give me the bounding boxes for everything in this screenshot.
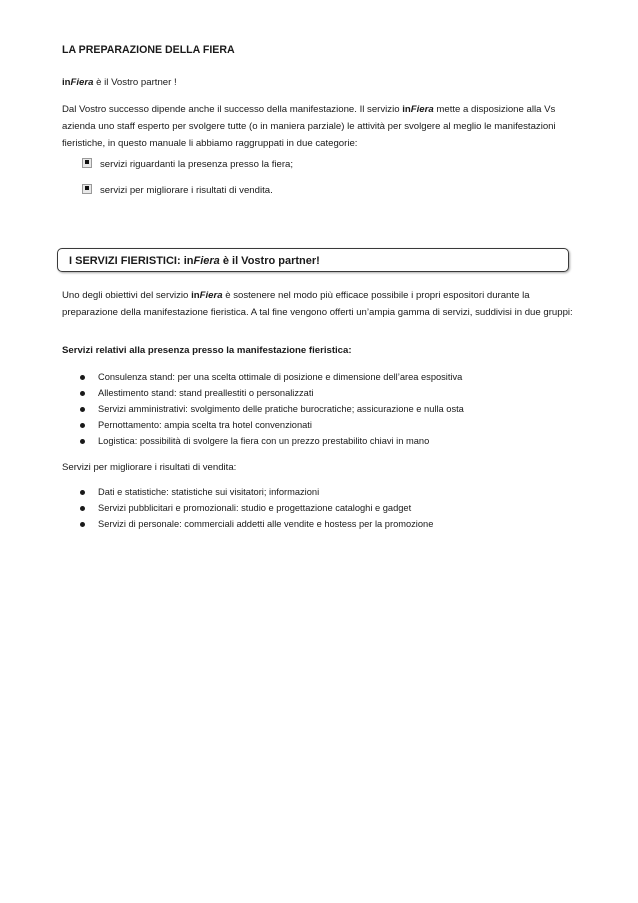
services-paragraph-part-1: Uno degli obiettivi del servizio <box>62 290 192 301</box>
section-heading-part-2: è il Vostro partner! <box>219 255 320 267</box>
checkbox-bullet-icon <box>82 184 92 194</box>
intro-paragraph <box>62 101 582 152</box>
list-item-label: Logistica: possibilità di svolgere la fiera con un prezzo prestabilito chiavi in mano <box>98 436 430 446</box>
brand-prefix: in <box>183 255 194 267</box>
brand-prefix: in <box>62 77 71 88</box>
bullet-icon <box>80 423 85 428</box>
intro-rest: è il Vostro partner ! <box>93 77 177 88</box>
services-paragraph-part-2: è sostenere nel modo più efficace possibile i propri espositori durante la preparazione della manifestazione fieristica. A tal fine vengono offerti un’ampia gamma di servizi, suddivisi in due gruppi: <box>62 290 573 318</box>
brand-suffix: Fiera <box>199 290 223 301</box>
bullet-icon <box>80 522 85 527</box>
list-item-label: Pernottamento: ampia scelta tra hotel convenzionati <box>98 420 312 430</box>
intro-line <box>62 76 177 89</box>
category-item <box>82 158 293 171</box>
category-item <box>82 184 273 197</box>
bullet-icon <box>80 506 85 511</box>
category-label: servizi per migliorare i risultati di vendita. <box>100 185 273 196</box>
list-item-label: Allestimento stand: stand preallestiti o personalizzati <box>98 388 314 398</box>
intro-paragraph-part-1: Dal Vostro successo dipende anche il successo della manifestazione. Il servizio <box>62 104 403 115</box>
brand-suffix: Fiera <box>193 255 220 267</box>
page-title: LA PREPARAZIONE DELLA FIERA <box>62 44 235 56</box>
bullet-icon <box>80 375 85 380</box>
group-2-title: Servizi per migliorare i risultati di vendita: <box>62 462 237 473</box>
list-item-label: Dati e statistiche: statistiche sui visitatori; informazioni <box>98 487 320 497</box>
bullet-icon <box>80 407 85 412</box>
brand-suffix: Fiera <box>410 104 434 115</box>
bullet-icon <box>80 439 85 444</box>
list-item-label: Servizi pubblicitari e promozionali: studio e progettazione cataloghi e gadget <box>98 503 412 513</box>
services-paragraph <box>62 287 582 321</box>
checkbox-bullet-icon <box>82 158 92 168</box>
list-item-label: Servizi di personale: commerciali addetti alle vendite e hostess per la promozione <box>98 519 434 529</box>
section-heading <box>69 255 320 267</box>
section-heading-part-1: I SERVIZI FIERISTICI: <box>69 255 184 267</box>
brand-prefix: in <box>402 104 411 115</box>
brand-suffix: Fiera <box>70 77 94 88</box>
brand-prefix: in <box>191 290 200 301</box>
bullet-icon <box>80 391 85 396</box>
group-1-title: Servizi relativi alla presenza presso la manifestazione fieristica: <box>62 345 352 356</box>
list-item-label: Consulenza stand: per una scelta ottimale di posizione e dimensione dell’area espositiva <box>98 372 463 382</box>
intro-paragraph-part-2: mette a disposizione alla Vs azienda uno staff esperto per svolgere tutte (o in maniera parziale) le attività per svolgere al meglio le manifestazioni fieristiche, in questo manuale li abbiamo raggruppati in due categorie: <box>62 104 556 149</box>
category-label: servizi riguardanti la presenza presso la fiera; <box>100 159 294 170</box>
bullet-icon <box>80 490 85 495</box>
list-item-label: Servizi amministrativi: svolgimento delle pratiche burocratiche; assicurazione e nulla osta <box>98 404 464 414</box>
